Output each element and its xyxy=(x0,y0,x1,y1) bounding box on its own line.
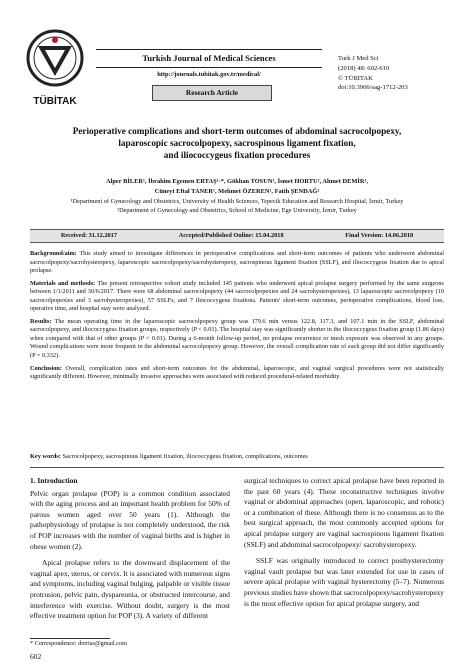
abstract-background: Background/aim: This study aimed to investigate differences in perioperative complications and short-term outcomes of patients who underwent abdominal sacrocolpopexy/sacrohysteropexy, laparoscopic sacrocolpopexy/sacrohysteropexy, sacrospinous ligament fixation (SSLF), and iliococcygeus fixation due to apical prolapse. xyxy=(30,250,444,275)
author-line: Alper BİLER¹, İbrahim Egemen ERTAŞ¹·*, Gökhan TOSUN¹, İsmet HORTU², Ahmet DEMİR¹, xyxy=(105,178,368,185)
paragraph: Apical prolapse refers to the downward displacement of the vaginal apex, uterus, or cervix. It is associated with numerous signs and symptoms, including vaginal bulging, palpable or visible tissue protrusion, pelvic pain, dyspareunia, or obstructed intercourse, and interference with exercise. Without doubt, surgery is the most effective treatment option for POP (3). A variety of different xyxy=(30,558,230,621)
title-line: and iliococcygeus fixation procedures xyxy=(163,150,311,161)
paragraph: SSLF was originally introduced to correct posthysterectomy vaginal vault prolapse but was later extended for use in cases of severe apical prolapse with vaginal hysterectomy (5–7). Numerous previous studies have shown that sacrocolpopexy/sacrohysteropexy is the most effective option for apical prolapse surgery, and xyxy=(244,556,444,608)
author-line: Cüneyt Eftal TANER¹, Mehmet ÖZEREN¹, Fatih ŞENDAĞ² xyxy=(154,187,320,195)
abstract-divider xyxy=(30,467,444,468)
abstract-results: Results: The mean operating time in the laparoscopic sacrocolpopexy group was 179.6 min versus 122.8, 117.3, and 107.1 min in the SSLF, abdominal sacrocolpopexy, and iliococcygeus fixation groups, respectively (P < 0.01). The hospital stay was significantly shorter in the iliococcygeus fixation group (1.86 days) when compared with that of other groups (P < 0.01). During a 6-month follow-up period, no prolapse recurrence or mesh exposure was observed in any groups. Wound complications were more frequent in the abdominal sacrocolpopexy group. However, the overall complication rate of each group did not differ significantly (P = 0.332). xyxy=(30,317,444,360)
title-line: laparoscopic sacrocolpopexy, sacrospinous ligament fixation, xyxy=(118,138,356,149)
meta-copyright: © TÜBİTAK xyxy=(338,74,373,82)
correspondence-footnote: * Correspondence: drertas@gmail.com xyxy=(30,640,127,647)
journal-url-link[interactable]: http://journals.tubitak.gov.tr/medical/ xyxy=(157,71,261,78)
tubitak-logo xyxy=(20,26,90,110)
header-rule-middle xyxy=(96,67,322,68)
affiliation-line: ²Department of Gynecology and Obstetrics, School of Medicine, Ege University, İzmir, Turkey xyxy=(117,206,357,214)
page-number: 602 xyxy=(30,652,42,661)
abstract-methods: Materials and methods: The present retrospective cohort study included 145 patients who underwent apical prolapse surgery performed by the same surgeons between 1/1/2011 and 30/6/2017. There were 68 abdominal sacrocolpopexy (44 sacrocolpopexies and 24 sacrohysteropexies), 13 laparoscopic sacrocolpopexy (10 sacrocolpopexies and 3 sacrohysteropexies), 57 SSLFs, and 7 iliococcygeus fixations. Patients' short-term outcomes, perioperative complications, blood loss, operative time, and hospital stay were analyzed. xyxy=(30,279,444,313)
author-list xyxy=(30,177,444,196)
meta-journal-abbrev: Turk J Med Sci xyxy=(338,55,379,62)
accepted-date: Accepted/Published Online: 15.04.2018 xyxy=(178,232,284,239)
title-line: Perioperative complications and short-term outcomes of abdominal sacrocolpopexy, xyxy=(72,126,402,136)
keywords-text: Sacrocolpopexy, sacrospinous ligament fixation, iliococcygeus fixation, complications, outcomes xyxy=(62,453,308,460)
paragraph: Pelvic organ prolapse (POP) is a common condition associated with the aging process and an important health problem for 50% of parous women aged over 50 years (1). Although the pathophysiology of prolapse is not completely understood, the risk of POP increases with the number of vaginal births and is higher in obese women (2). xyxy=(30,488,230,551)
paragraph: surgical techniques to correct apical prolapse have been reported in the past 60 years (4). These reconstructive techniques involve vaginal or abdominal approaches (open, laparoscopic, and robotic) or a combination of these. Although there is no consensus as to the best surgical approach, the most commonly accepted options for apical prolapse surgery are vaginal sacrospinous ligament fixation (SSLF) and abdominal sacrocolpopexy/ sacrohysteropexy. xyxy=(244,476,444,549)
abstract-conclusion: Conclusion: Overall, complication rates and short-term outcomes for the abdominal, laparoscopic, and vaginal surgical procedures were not statistically significantly different. However, minimally invasive approaches were associated with reduced procedural-related morbidity. xyxy=(30,364,444,381)
tubitak-emblem-icon xyxy=(20,26,90,110)
body-column-right xyxy=(244,476,444,615)
citation-meta xyxy=(338,54,458,93)
meta-doi[interactable]: doi:10.3906/sag-1712-203 xyxy=(338,84,408,92)
section-heading: 1. Introduction xyxy=(30,476,78,485)
affiliation-line: ¹Department of Gynecology and Obstetrics, University of Health Sciences, Tepecik Education and Research Hospital, İzmir, Turkey xyxy=(70,198,404,205)
keywords-label: Key words: xyxy=(30,453,61,460)
journal-title: Turkish Journal of Medical Sciences xyxy=(142,53,276,63)
body-column-left xyxy=(30,476,230,628)
footnote-rule xyxy=(30,638,110,639)
meta-volume-pages: (2018) 48: 602-610 xyxy=(338,64,390,72)
article-dates-bar xyxy=(30,229,444,243)
keywords xyxy=(30,453,444,462)
logo-wordmark: TÜBİTAK xyxy=(33,96,77,107)
abstract xyxy=(30,250,444,386)
header-rule-top xyxy=(96,49,322,50)
article-title xyxy=(30,125,444,162)
affiliations xyxy=(30,198,444,215)
received-date: Received: 31.12.2017 xyxy=(60,232,117,239)
final-version-date: Final Version: 14.06.2018 xyxy=(345,232,414,239)
article-type-badge: Research Article xyxy=(152,85,272,101)
